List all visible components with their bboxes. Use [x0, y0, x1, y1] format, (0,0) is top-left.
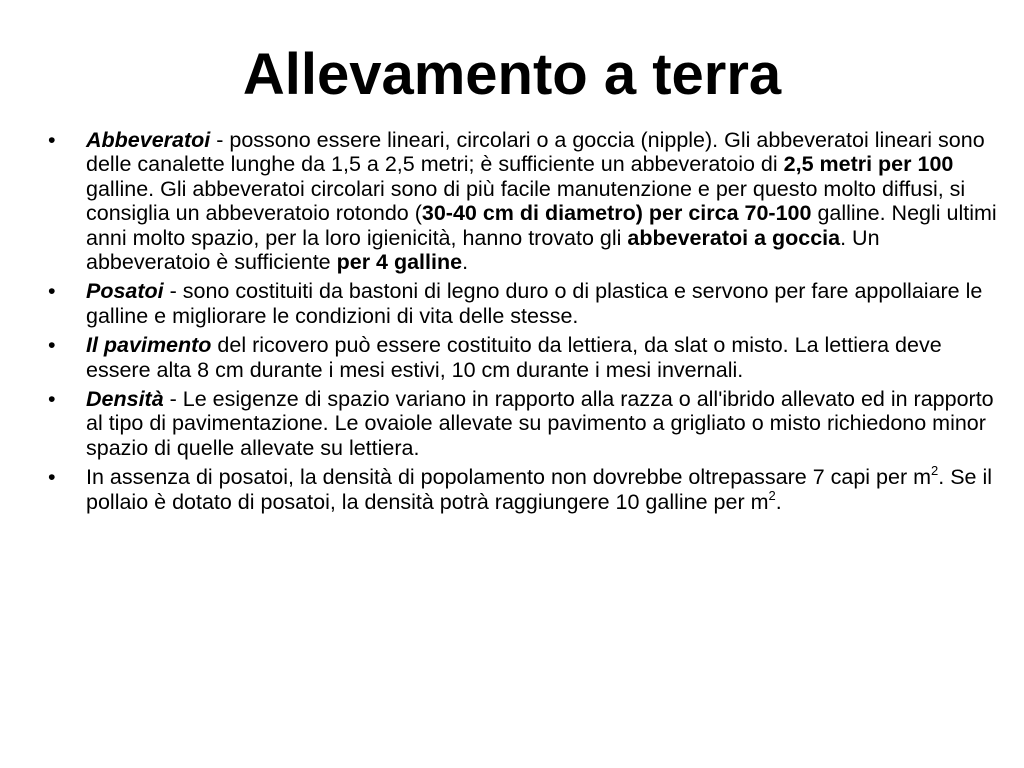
- bullet-text: - Le esigenze di spazio variano in rapporto alla razza o all'ibrido allevato ed in rapporto al tipo di pavimentazione. Le ovaiole allevate su pavimento a grigliato o misto richiedono minor spazio di quelle allevate su lettiera.: [86, 387, 994, 460]
- term-abbeveratoi: Abbeveratoi: [86, 128, 211, 152]
- bullet-marker: •: [48, 465, 56, 490]
- highlight-text: 2,5 metri per 100: [783, 152, 954, 177]
- highlight-text: abbeveratoi a goccia: [627, 225, 841, 250]
- bullet-text: .: [775, 489, 782, 514]
- bullet-abbeveratoi: [48, 128, 998, 274]
- superscript: 2: [931, 463, 939, 479]
- bullet-marker: •: [48, 128, 56, 152]
- bullet-text: . Un abbeveratoio è sufficiente: [86, 225, 880, 275]
- bullet-densita: [48, 387, 998, 460]
- superscript: 2: [768, 487, 776, 503]
- bullet-text: .: [462, 250, 469, 275]
- bullet-list: [48, 128, 998, 519]
- highlight-text: per 4 galline: [336, 250, 463, 275]
- bullet-posatoi: [48, 279, 998, 328]
- bullet-text: - sono costituiti da bastoni di legno duro o di plastica e servono per fare appollaiare le galline e migliorare le condizioni di vita delle stesse.: [86, 279, 983, 328]
- bullet-text: galline. Negli ultimi anni molto spazio, per la loro igienicità, hanno trovato gli: [86, 201, 997, 250]
- bullet-marker: •: [48, 333, 56, 358]
- bullet-text: In assenza di posatoi, la densità di popolamento non dovrebbe oltrepassare 7 capi per m: [86, 465, 932, 490]
- bullet-pavimento: [48, 333, 998, 382]
- highlight-text: 30-40 cm di diametro) per circa 70-100: [421, 201, 812, 226]
- term-densita: Densità: [86, 387, 164, 412]
- bullet-marker: •: [48, 279, 56, 304]
- bullet-text: - possono essere lineari, circolari o a goccia (nipple). Gli abbeveratoi lineari sono delle canalette lunghe da 1,5 a 2,5 metri; è sufficiente un abbeveratoio di: [86, 128, 985, 177]
- bullet-assenza-posatoi: [48, 465, 998, 514]
- slide-title: Allevamento a terra: [242, 42, 782, 107]
- bullet-text: del ricovero può essere costituito da lettiera, da slat o misto. La lettiera deve essere alta 8 cm durante i mesi estivi, 10 cm durante i mesi invernali.: [86, 333, 942, 382]
- term-posatoi: Posatoi: [86, 279, 164, 304]
- bullet-marker: •: [48, 387, 56, 412]
- bullet-text: . Se il pollaio è dotato di posatoi, la densità potrà raggiungere 10 galline per m: [86, 465, 993, 514]
- term-pavimento: Il pavimento: [86, 333, 212, 358]
- bullet-text: galline. Gli abbeveratoi circolari sono di più facile manutenzione e per questo molto diffusi, si consiglia un abbeveratoio rotondo (: [86, 176, 966, 226]
